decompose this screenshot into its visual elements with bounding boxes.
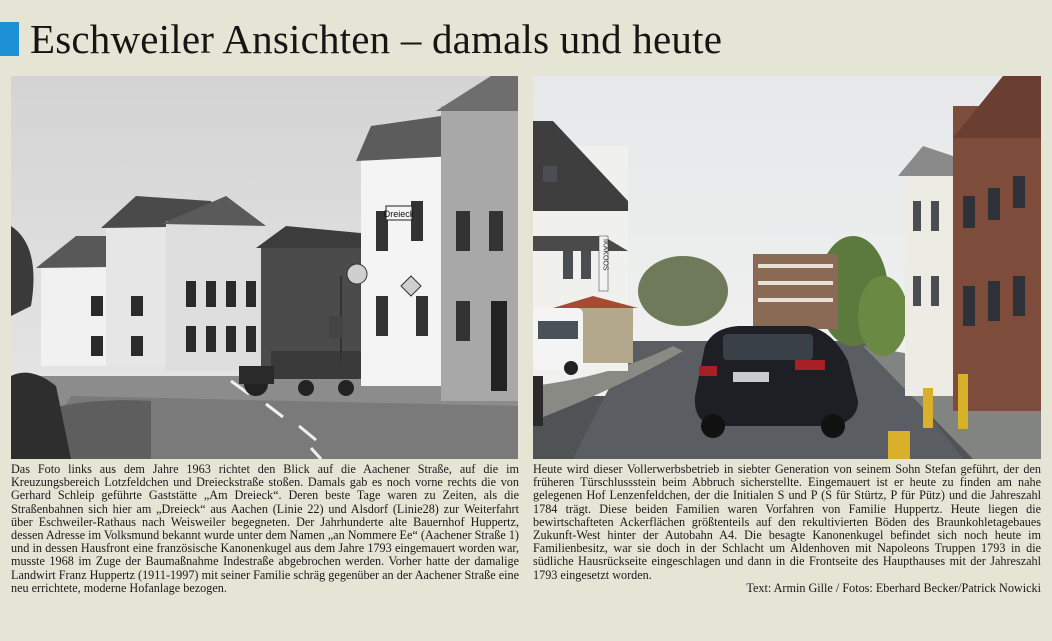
photo-credit: Text: Armin Gille / Fotos: Eberhard Becker/Patrick Nowicki bbox=[746, 580, 1041, 595]
article-column-left bbox=[11, 463, 519, 595]
photo-today bbox=[533, 76, 1041, 459]
article-text-right: Heute wird dieser Vollerwerbsbetrieb in siebter Generation von seinem Sohn Stefan geführt, der den früheren Türschlussstein beim Abbruch sicherstellte. Eingemauert ist er heute zu finden am nahe gelegenen Hof Lenzenfeldchen, der die Initialen S und P (S für Stürtz, P für Pütz) und die Jahreszahl 1784 trägt. Diese beiden Familien waren Vorfahren von Familie Huppertz. Heute liegen die bewirtschafteten Ackerflächen größtenteils auf den rekultivierten Böden des Braunkohletagebaues Zukunft-West hinter der Autobahn A4. Die besagte Kanonenkugel befindet sich noch heute im Familienbesitz, war sie doch in der Schlacht um Aldenhoven mit Napoleons Truppen 1793 in die südliche Hausrückseite eingeschlagen und dann in die Frontseite des Haupthauses mit der Jahreszahl 1793 eingesetzt worden. bbox=[533, 462, 1041, 582]
article-text-left: Das Foto links aus dem Jahre 1963 richtet den Blick auf die Aachener Straße, auf die im Kreuzungsbereich Lotzfeldchen und Dreieckstraße stoßen. Damals gab es noch vorne rechts die von Gerhard Schleip geführte Gaststätte „Am Dreieck“. Deren beste Tage waren zu Zeiten, als die Straßenbahnen sich hier am „Dreieck“ aus Aachen (Linie 22) und Alsdorf (Linie28) zur Weiterfahrt über Eschweiler-Rathaus nach Weisweiler begegneten. Der Jahrhunderte alte Bauernhof Huppertz, dessen Adresse im Volksmund bekannt wurde unter dem Namen „an Nommere Ee“ (Aachener Straße 1) und in dessen Hausfront eine französische Kanonenkugel aus dem Jahre 1793 eingemauert worden war, musste 1968 im Zuge der Baumaßnahme Indestraße abgebrochen werden. Vorher hatte der damalige Landwirt Franz Huppertz (1911-1997) mit seiner Familie schräg gegenüber an der Aachener Straße eine neu errichtete, moderne Hofanlage bezogen. bbox=[11, 462, 519, 595]
article-column-right bbox=[533, 463, 1041, 595]
vertical-sign-text: IKAKOOS bbox=[601, 239, 609, 271]
photo-1963 bbox=[11, 76, 518, 459]
headline-accent-bar bbox=[0, 22, 19, 56]
dreieck-sign-text: Dreieck bbox=[383, 209, 415, 219]
page-headline: Eschweiler Ansichten – damals und heute bbox=[30, 16, 723, 62]
